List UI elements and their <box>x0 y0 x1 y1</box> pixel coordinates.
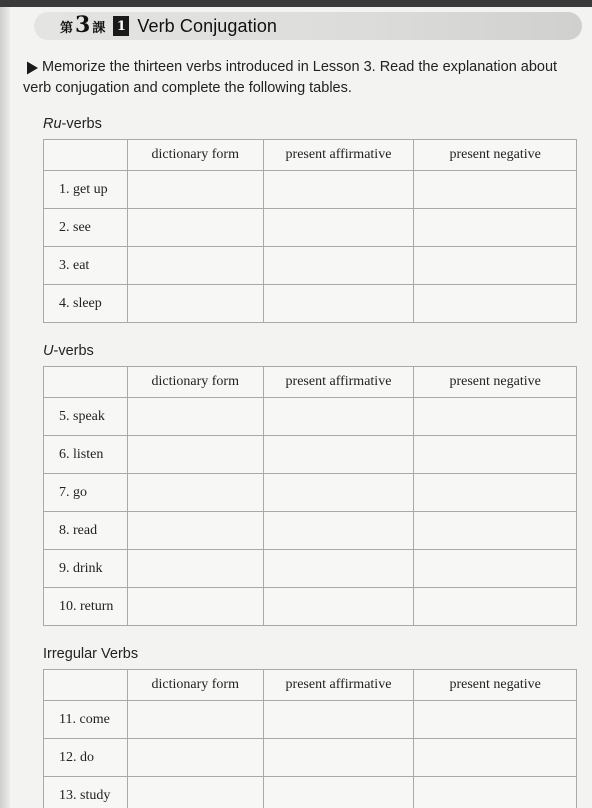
answer-cell[interactable] <box>414 398 577 436</box>
lesson-badge <box>60 14 105 38</box>
answer-cell[interactable] <box>414 739 577 777</box>
answer-cell[interactable] <box>263 247 414 285</box>
verb-table-1 <box>43 139 577 323</box>
table-heading-italic: U <box>43 343 54 359</box>
verb-label: 2. see <box>44 209 128 247</box>
table-row <box>44 777 577 808</box>
answer-cell[interactable] <box>127 550 263 588</box>
header-cell-blank <box>44 367 128 398</box>
verb-label: 8. read <box>44 512 128 550</box>
column-header: present affirmative <box>263 367 414 398</box>
answer-cell[interactable] <box>127 739 263 777</box>
table-heading-text: Irregular Verbs <box>43 646 139 662</box>
answer-cell[interactable] <box>414 209 577 247</box>
header-cell-blank <box>44 140 128 171</box>
answer-cell[interactable] <box>127 209 263 247</box>
lesson-number: 3 <box>75 12 91 38</box>
table-row <box>44 474 577 512</box>
answer-cell[interactable] <box>414 474 577 512</box>
table-header-row <box>44 367 577 398</box>
column-header: dictionary form <box>127 670 263 701</box>
answer-cell[interactable] <box>127 777 263 808</box>
verb-label: 12. do <box>44 739 128 777</box>
page-edge <box>0 7 10 808</box>
answer-cell[interactable] <box>127 285 263 323</box>
answer-cell[interactable] <box>263 512 414 550</box>
answer-cell[interactable] <box>263 285 414 323</box>
table-heading-text: -verbs <box>53 343 94 359</box>
answer-cell[interactable] <box>263 474 414 512</box>
column-header: present negative <box>414 367 577 398</box>
answer-cell[interactable] <box>414 701 577 739</box>
verb-label: 10. return <box>44 588 128 626</box>
verb-label: 11. come <box>44 701 128 739</box>
column-header: dictionary form <box>127 140 263 171</box>
column-header: present negative <box>414 140 577 171</box>
table-row <box>44 398 577 436</box>
table-row <box>44 550 577 588</box>
answer-cell[interactable] <box>263 777 414 808</box>
answer-cell[interactable] <box>263 398 414 436</box>
table-heading-italic: Ru <box>43 116 62 132</box>
answer-cell[interactable] <box>263 436 414 474</box>
answer-cell[interactable] <box>414 588 577 626</box>
answer-cell[interactable] <box>127 436 263 474</box>
answer-cell[interactable] <box>263 588 414 626</box>
table-row <box>44 247 577 285</box>
answer-cell[interactable] <box>414 550 577 588</box>
verb-label: 7. go <box>44 474 128 512</box>
top-strip <box>0 0 592 7</box>
answer-cell[interactable] <box>263 739 414 777</box>
lesson-header <box>34 12 582 40</box>
verb-label: 1. get up <box>44 171 128 209</box>
lesson-suffix: 課 <box>92 21 106 36</box>
table-row <box>44 739 577 777</box>
instruction-line-2: verb conjugation and complete the following tables. <box>23 80 352 96</box>
answer-cell[interactable] <box>414 777 577 808</box>
answer-cell[interactable] <box>414 285 577 323</box>
answer-cell[interactable] <box>414 512 577 550</box>
verb-table-3 <box>43 669 577 808</box>
table-heading-1 <box>43 116 102 132</box>
answer-cell[interactable] <box>263 209 414 247</box>
answer-cell[interactable] <box>127 474 263 512</box>
answer-cell[interactable] <box>127 398 263 436</box>
column-header: dictionary form <box>127 367 263 398</box>
table-row <box>44 285 577 323</box>
instruction-line-1: Memorize the thirteen verbs introduced in Lesson 3. Read the explanation about <box>42 59 558 75</box>
table-row <box>44 588 577 626</box>
verb-table-2 <box>43 366 577 626</box>
answer-cell[interactable] <box>127 247 263 285</box>
answer-cell[interactable] <box>127 512 263 550</box>
header-cell-blank <box>44 670 128 701</box>
answer-cell[interactable] <box>414 247 577 285</box>
table-row <box>44 436 577 474</box>
table-row <box>44 209 577 247</box>
instruction <box>24 57 584 99</box>
table-row <box>44 512 577 550</box>
answer-cell[interactable] <box>263 701 414 739</box>
verb-label: 9. drink <box>44 550 128 588</box>
table-heading-2 <box>43 343 94 359</box>
answer-cell[interactable] <box>263 171 414 209</box>
verb-label: 4. sleep <box>44 285 128 323</box>
answer-cell[interactable] <box>127 171 263 209</box>
verb-label: 5. speak <box>44 398 128 436</box>
table-heading-3 <box>43 646 138 662</box>
answer-cell[interactable] <box>414 436 577 474</box>
verb-label: 6. listen <box>44 436 128 474</box>
section-title: Verb Conjugation <box>137 15 278 36</box>
table-header-row <box>44 670 577 701</box>
answer-cell[interactable] <box>127 701 263 739</box>
table-header-row <box>44 140 577 171</box>
verb-label: 13. study <box>44 777 128 808</box>
table-row <box>44 701 577 739</box>
column-header: present affirmative <box>263 670 414 701</box>
section-number: 1 <box>113 16 129 36</box>
answer-cell[interactable] <box>263 550 414 588</box>
answer-cell[interactable] <box>414 171 577 209</box>
column-header: present negative <box>414 670 577 701</box>
table-heading-text: -verbs <box>61 116 102 132</box>
verb-label: 3. eat <box>44 247 128 285</box>
table-row <box>44 171 577 209</box>
answer-cell[interactable] <box>127 588 263 626</box>
lesson-prefix: 第 <box>60 21 74 36</box>
column-header: present affirmative <box>263 140 414 171</box>
